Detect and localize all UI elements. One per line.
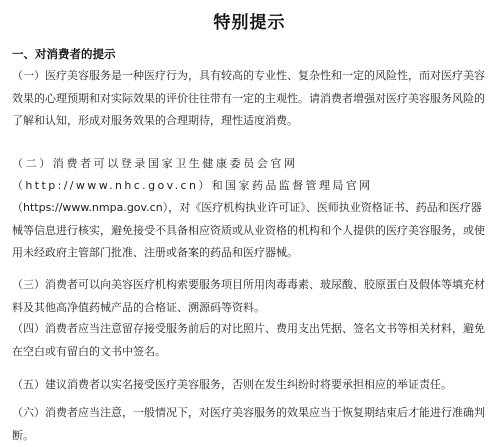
paragraph-6: （四）消费者应当注意留存接受服务前后的对比照片、费用支出凭据、签名文书等相关材料，避免在空白或有留白的文书中签名。: [12, 322, 485, 358]
paragraph-5: （三）消费者可以向美容医疗机构索要服务项目所用肉毒毒素、玻尿酸、胶原蛋白及假体等填充材料及其他高净值药械产品的合格证、溯源码等资料。: [12, 278, 485, 314]
paren-open: （: [12, 179, 26, 192]
paragraph-1: （一）医疗美容服务是一种医疗行为，具有较高的专业性、复杂性和一定的风险性，而对医疗美容效果的心理预期和对实际效果的评价往往带有一定的主观性。请消费者增强对医疗美容服务风险的了解和认知，形成对服务效果的合理期待，理性适度消费。: [12, 69, 485, 127]
paragraph-4: [12, 197, 486, 265]
paren-open: （: [12, 201, 23, 214]
section-heading: 一、对消费者的提示: [12, 47, 116, 61]
paragraph-3-rest: ）和国家药品监督管理局官网: [198, 179, 373, 192]
paragraph-7: （五）建议消费者以实名接受医疗美容服务，否则在发生纠纷时将要承担相应的举证责任。: [12, 378, 452, 391]
paragraph-8: （六）消费者应当注意，一般情况下，对医疗美容服务的效果应当于恢复期结束后才能进行准确判断。: [12, 406, 485, 442]
paragraph-2: （二）消费者可以登录国家卫生健康委员会官网: [12, 157, 298, 170]
page-title: 特别提示: [213, 13, 286, 33]
nmpa-website-link[interactable]: https://www.nmpa.gov.cn: [23, 201, 163, 214]
paragraph-3: [12, 175, 486, 198]
paragraph-4-rest: ），对《医疗机构执业许可证》、医师执业资格证书、药品和医疗器械等信息进行核实，避免接受不具备相应资质或从业资格的机构和个人提供的医疗美容服务，或使用未经政府主管部门批准、注册或备案的药品和医疗器械。: [12, 201, 485, 259]
nhc-website-link[interactable]: http://www.nhc.gov.cn: [25, 179, 199, 192]
